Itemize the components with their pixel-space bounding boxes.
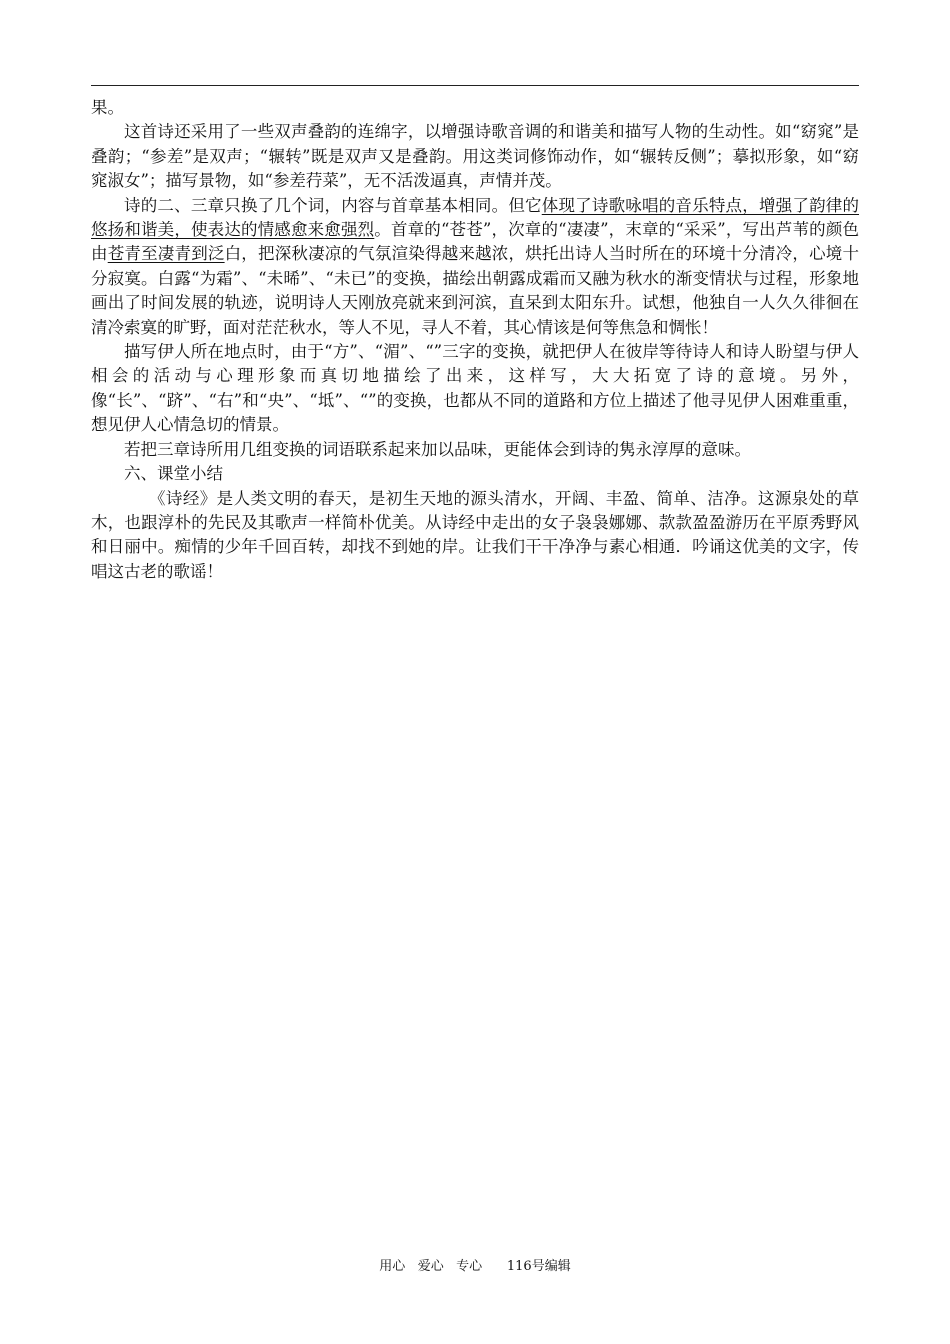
text-run: 诗的二、三章只换了几个词，内容与首章基本相同。但它: [124, 195, 542, 215]
paragraph-alliteration: 这首诗还采用了一些双声叠韵的连绵字，以增强诗歌音调的和谐美和描写人物的生动性。如“窈窕”是叠韵；“参差”是双声；“辗转”既是双声又是叠韵。用这类词修饰动作，如“辗转反侧”；摹拟形象，如“窈窕淑女”；描写景物，如“参差荇菜”，无不活泼逼真，声情并茂。: [91, 122, 859, 191]
header-rule: [91, 85, 859, 86]
page-footer: [0, 1259, 950, 1275]
paragraph-location: 描写伊人所在地点时，由于“方”、“湄”、“”三字的变换，就把伊人在彼岸等待诗人和诗人盼望与伊人相会的活动与心理形象而真切地描绘了出来，这样写，大大拓宽了诗的意境。另外，像“长”、“跻”、“右”和“央”、“坻”、“”的变换，也都从不同的道路和方位上描述了他寻见伊人困难重重，想见伊人心情急切的情景。: [91, 342, 859, 435]
underlined-phrase: 苍青至凄青到泛: [107, 244, 225, 264]
document-body: [91, 96, 859, 584]
text-run: 。首章的“苍苍”，次章的“凄凄”，末章的“采采”，写出芦苇的颜色由: [91, 220, 859, 264]
paragraph-continuation: 果。: [91, 98, 124, 117]
text-run: 白，把深秋凄凉的气氛渲染得越来越浓，烘托出诗人当时所在的环境十分清冷，心境十分寂寞。白露“为霜”、“未晞”、“未已”的变换，描绘出朝露成霜而又融为秋水的渐变情状与过程，形象地画出了时间发展的轨迹，说明诗人天刚放亮就来到河滨，直呆到太阳东升。试想，他独自一人久久徘徊在清冷索寞的旷野，面对茫茫秋水，等人不见，寻人不着，其心情该是何等焦急和惆怅！: [91, 244, 860, 337]
footer-text: 用心 爱心 专心 116号编辑: [379, 1259, 571, 1274]
paragraph-chapter-variation: [91, 194, 859, 340]
section-heading: 六、课堂小结: [124, 464, 223, 484]
paragraph-savor: 若把三章诗所用几组变换的词语联系起来加以品味，更能体会到诗的隽永淳厚的意味。: [124, 439, 751, 459]
paragraph-summary: 《诗经》是人类文明的春天，是初生天地的源头清水，开阔、丰盈、简单、洁净。这源泉处的草木，也跟淳朴的先民及其歌声一样简朴优美。从诗经中走出的女子袅袅娜娜、款款盈盈游历在平原秀野风和日丽中。痴情的少年千回百转，却找不到她的岸。让我们干干净净与素心相通．吟诵这优美的文字，传唱这古老的歌谣！: [91, 488, 859, 581]
underlined-phrase: 体现了诗歌咏唱的音乐特点，增强了韵律的悠扬和谐美，使表达的情感愈来愈强烈: [91, 195, 860, 240]
